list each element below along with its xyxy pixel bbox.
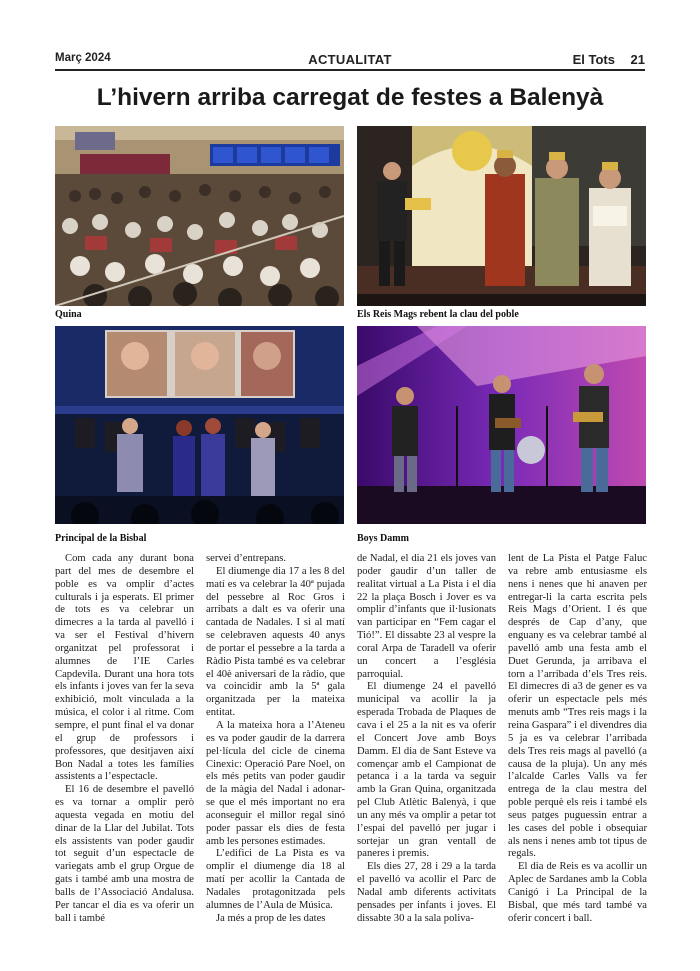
article-paragraph: El diumenge dia 17 a les 8 del matí es va celebrar la 40ª pujada del pessebre al Roc Gros i arribats a dalt es va oferir una cantada de Nadales. I si al matí se celebraven aquests 40 anys de portar el pessebre a la tarda a Ràdio Pista també es va celebrar el 40è aniversari de la ràdio, que va coincidir amb la 5ª gala organitzada per la mateixa entitat. <box>206 565 345 719</box>
article-paragraph: Els dies 27, 28 i 29 a la tarda el pavelló va acollir el Parc de Nadal amb diferents activitats pensades per infants i joves. El dissabte 30 a la sala poliva- <box>357 861 496 924</box>
article-paragraph: A la mateixa hora a l’Ateneu es va poder gaudir de la darrera pel·lícula del cicle de cinema Cinexic: Operació Pare Noel, on els més petits van poder gaudir de la màgia del Nadal i adonar-se que el més important no era aconseguir el millor regal sinó poder passar els dies de festa amb les persones estimades. <box>206 719 345 847</box>
article-column-4 <box>508 553 647 925</box>
photo-reis-mags <box>357 126 646 306</box>
caption-quina: Quina <box>55 309 82 320</box>
article-column-2 <box>206 553 345 925</box>
article-paragraph: servei d’entrepans. <box>206 553 287 564</box>
article-headline: L’hivern arriba carregat de festes a Balenyà <box>96 84 604 111</box>
article-column-3 <box>357 553 496 925</box>
photo-quina <box>55 126 344 306</box>
header-rule <box>55 69 645 71</box>
article-body <box>55 553 647 923</box>
page-number: 21 <box>630 52 645 67</box>
page-header <box>55 50 645 70</box>
article-paragraph: Ja més a prop de les dates <box>216 912 326 924</box>
caption-boys-damm: Boys Damm <box>357 533 409 544</box>
article-paragraph: Com cada any durant bona part del mes de desembre el poble es va omplir d’actes culturals i ja esperats. El primer de tots es va celebrar un dimecres a la tarda al pavelló i va ser el Festival d’hivern organitzat pel professorat i alumnes de l’IE Carles Capdevila. Durant una hora tots els infants i joves van fer la seva exhibició, molt vinculada a la música, el color i al ritme. Com sempre, el punt final el va donar el grup de professors i professores, que desitjaven així Bon Nadal a totes les famílies assistents a l’espectacle. <box>55 553 194 783</box>
article-paragraph: El dia de Reis es va acollir un Aplec de Sardanes amb la Cobla Canigó i La Principal de la Bisbal, que més tard també va oferir concert i ball. <box>508 861 647 924</box>
caption-reis-mags: Els Reis Mags rebent la clau del poble <box>357 309 519 320</box>
caption-principal-bisbal: Principal de la Bisbal <box>55 533 147 544</box>
article-paragraph: lent de La Pista el Patge Faluc va rebre amb entusiasme els nens i nenes que hi anaven per entregar-li la carta escrita pels Reis Mags d’Orient. I és que després de Cap d’any, que enguany es va celebrar també al pavelló amb una festa amb el Duet Gerunda, ja arribava el torn a l’arribada d’els Tres reis. El dimecres di a3 de gener es va oferir un espectacle pels més menuts amb “Tres reis mags i la reina Gaspara” i el divendres dia 5 ja es va celebrar l’arribada dels Tres reis mags al pavelló (a causa de la pluja). Un any més l’alcalde Carles Valls va fer entrega de la clau mestra del poble perquè els reis i també els seus patges puguessin entrar a les cases del poble i obsequiar als nens i nenes amb tot tipus de regals. <box>508 553 647 860</box>
article-column-1 <box>55 553 194 925</box>
article-paragraph: El 16 de desembre el pavelló es va tornar a omplir però aquesta vegada en motiu del dinar de la Llar del Jubilat. Tots els assistents van poder gaudir tot seguit d’un espectacle de variegats amb el grup Orgue de gats i també amb una mostra de balls de l’Associació Andalusa. Per tancar el dia es va oferir un ball i també <box>55 784 194 924</box>
article-paragraph: L’edifici de La Pista es va omplir el diumenge dia 18 al matí per acollir la Cantada de Nadales protagonitzada pels alumnes de l’Aula de Música. <box>206 848 345 911</box>
section-title: ACTUALITAT <box>308 52 392 67</box>
issue-date: Març 2024 <box>55 52 111 64</box>
photo-boys-damm <box>357 326 646 524</box>
article-paragraph: El diumenge 24 el pavelló municipal va acollir la ja esperada Trobada de Plaques de cava i el 25 a la nit es va oferir el Concert Jove amb Boys Damm. El dia de Sant Esteve va començar amb el Campionat de petanca i a la tarda va seguir amb la Gran Quina, organitzada pel Club Atlètic Balenyà, i que un any més va omplir a petar tot l’espai del pavelló per jugar i sortejar un gran ventall de paneres i premis. <box>357 681 496 860</box>
article-paragraph: de Nadal, el dia 21 els joves van poder gaudir d’un taller de realitat virtual a La Pista i el dia 22 la plaça Bosch i Jover es va omplir d’infants que il·lusionats van participar en “Fem cagar el Tió!”. El dissabte 23 al vespre la coral Arpa de Taradell va oferir un concert a l’església parroquial. <box>357 553 496 680</box>
publication-name: El Tots <box>572 52 615 67</box>
photo-principal-bisbal <box>55 326 344 524</box>
